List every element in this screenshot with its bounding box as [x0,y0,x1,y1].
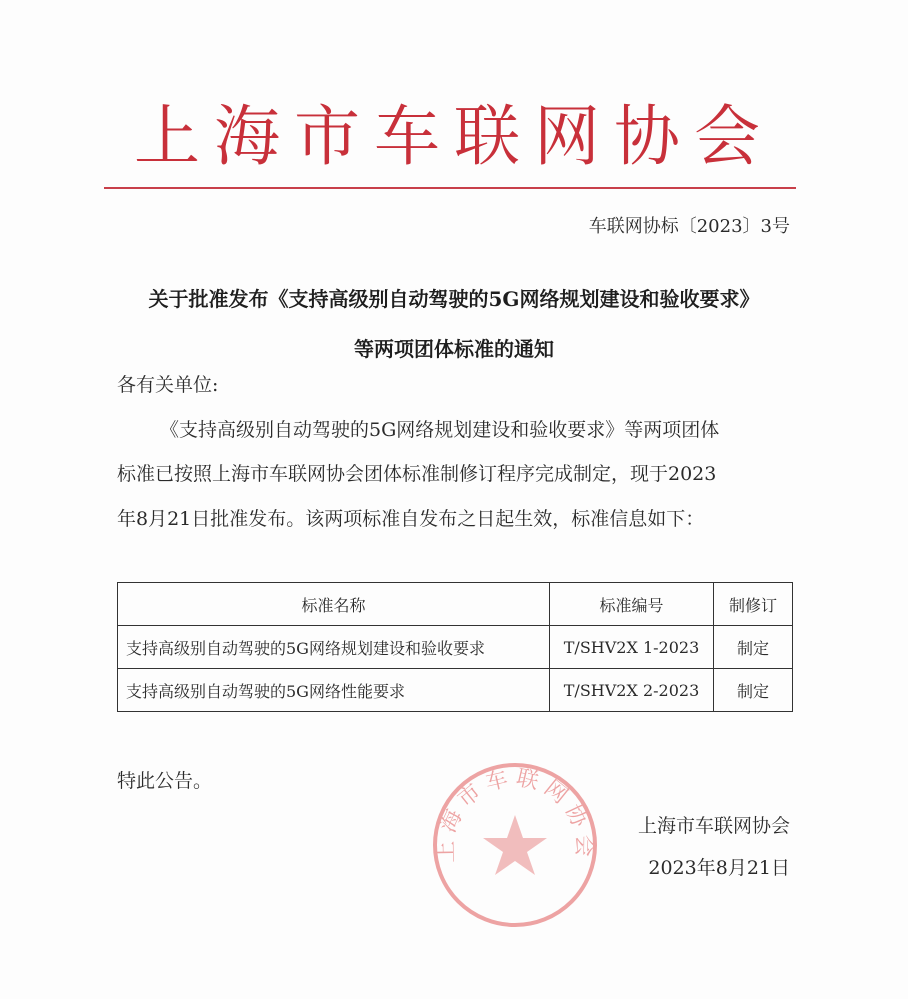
cell-number: T/SHV2X 1-2023 [550,626,714,669]
official-seal [430,760,600,930]
cell-number: T/SHV2X 2-2023 [550,669,714,712]
body-line: 标准已按照上海市车联网协会团体标准制修订程序完成制定，现于2023 [117,463,717,485]
table-row [118,669,793,712]
table-header-row [118,583,793,626]
cell-name: 支持高级别自动驾驶的5G网络规划建设和验收要求 [118,626,550,669]
table-row [118,626,793,669]
red-divider [104,187,796,189]
header-type: 制修订 [714,583,793,626]
closing: 特此公告。 [117,770,213,792]
header-number: 标准编号 [550,583,714,626]
seal-text: 上海市车联网协会 [433,765,597,863]
header-name: 标准名称 [118,583,550,626]
notice-title-line2: 等两项团体标准的通知 [354,337,554,361]
notice-title-line1: 关于批准发布《支持高级别自动驾驶的5G网络规划建设和验收要求》 [148,287,760,311]
cell-name: 支持高级别自动驾驶的5G网络性能要求 [118,669,550,712]
signature-org: 上海市车联网协会 [637,815,790,837]
body-line: 年8月21日批准发布。该两项标准自发布之日起生效，标准信息如下： [117,508,705,530]
standards-table [117,582,793,712]
org-title: 上海市车联网协会 [134,98,774,175]
salutation: 各有关单位: [117,374,219,396]
star-icon [483,815,547,875]
signature-date: 2023年8月21日 [648,857,790,879]
cell-type: 制定 [714,669,793,712]
doc-number: 车联网协标〔2023〕3号 [588,216,790,237]
body-line: 《支持高级别自动驾驶的5G网络规划建设和验收要求》等两项团体 [160,419,720,441]
cell-type: 制定 [714,626,793,669]
